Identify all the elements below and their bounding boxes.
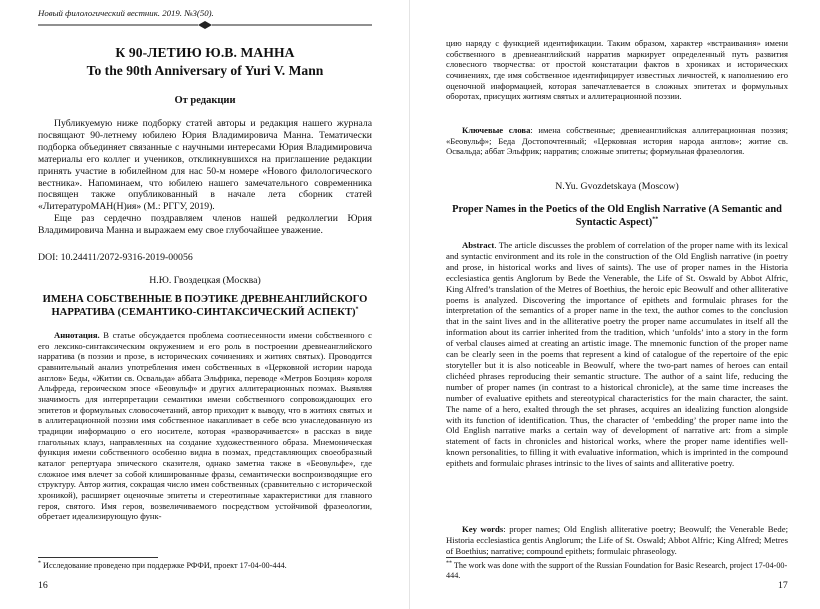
page-number-left: 16 — [38, 580, 48, 591]
footnote-marker: ** — [652, 216, 659, 223]
section-title-en: To the 90th Anniversary of Yuri V. Mann — [86, 63, 324, 78]
running-header: Новый филологический вестник. 2019. №3(50). — [38, 8, 214, 18]
article-title-en: Proper Names in the Poetics of the Old English Narrative (A Semantic and Syntactic Aspect)** — [452, 204, 782, 228]
footnote-rule — [38, 557, 158, 558]
abstract-text-ru: В статье обсуждается проблема соотнесенности имени собственного с его лексико-синтаксическим окружением и его роль в построении древнеанглийского нарратива (в поэзии и прозе, в исторических сочинениях и житиях святых). Проводится сравнительный анализ употребления имен собственных в «Церковной истории народа англов» Беды, «Житии св. Освальда» аббата Эльфрика, переводе «Метров Боэция» короля Альфреда, героическом эпосе «Беовульф» и других аллитерационных поэмах. Выявляя значимость для интерпретации семантики имени собственного сопровождающих его эпитетов и формульных словосочетаний, автор приходит к выводу, что в житиях святых и в аллитерационной поэзии имя собственное накапливает в себе всю унаследованную из традиции информацию о его носителе, которая «разворачивается» в рассказ в виде глагольных клауз, направленных на создание художественного образа. Мнемоническая функция имени собственного особенно видна в поэмах, представляющих своеобразный каталог репертуара эпического сказителя, однако заметна также в «Беовульфе», где сложное имя влечет за собой клишированные фразы, семантически воспроизводящие его структуру. Автор жития, сокращая число имен собственных (сравнительно с исторической хроникой), расширяет оценочные эпитеты и стереотипные характеристики для главного героя, святого. Имя героя, возвеличиваемого посредством устойчивой фразеологии, обретает идеализирующую функ- — [38, 330, 372, 522]
footnote-rule — [446, 557, 566, 558]
abstract-text-en: . The article discusses the problem of correlation of the proper name with its lexical and syntactic environment and its role in the construction of the Old English narrative (in poetry and prose, in historical works and lives of saints). The use of proper names in the Historia ecclesiastica gentis Anglorum by Bede the Venerable, the Life of St. Oswald by Abbot Alfric, King Alfred’s translation of the Metres of Boethius, the heroic epic Beowulf and other alliterative poems is analyzed. Discovering the importance of epithets and formulaic phrases for the interpretation of the semantics of a proper name in the text, the author comes to the conclusion that in the saint lives and in the alliterative poetry the proper name accumulates in itself all the information about its carrier inherited from the tradition, which ‘unfolds’ into a story in the form of verbal clauses aimed at creating an artistic image. The mnemonic function of the proper name can be clearly seen in the poems that represent a kind of catalogue of the repertoire of the epic storyteller but it is also noticeable in Beowulf, where the two-part names of heroes can entail clichéed phrases reproducing their semantic structure. The author of a saint life, reducing the number of proper names (in contrast to a historical chronicle), at the same time increases the number of evaluative epithets and stereotypical characteristics for the main character, the saint. The name of a hero, exalted through the set phrases, acquires an idealizing function alongside with its function of identification. Thus, the character of ‘embedding’ the proper name into the Old English narrative marks a certain way of development of narrative art: from a simple statement of facts in chronicles and historical works, where the proper name identifies well-known personalities, to filling it with evaluative information, which is imprinted in the compound epithets and formulaic phrases intrinsic to the lives of saints and alliterative poetry. — [446, 240, 788, 469]
footnote-en: ** The work was done with the support of the Russian Foundation for Basic Research, project 17-04-00-444. — [446, 560, 788, 580]
page-number-right: 17 — [778, 580, 788, 591]
section-title-ru: К 90-ЛЕТИЮ Ю.В. МАННА — [115, 45, 295, 60]
ornament-divider — [38, 21, 372, 29]
keywords-label-ru: Ключевые слова — [462, 125, 531, 135]
footnote-ru: * Исследование проведено при поддержке РФФИ, проект 17-04-00-444. — [38, 560, 287, 570]
article-author-ru: Н.Ю. Гвоздецкая (Москва) — [149, 275, 261, 286]
doi: DOI: 10.24411/2072-9316-2019-00056 — [38, 252, 193, 263]
keywords-label-en: Key words — [462, 524, 504, 534]
keywords-en: Key words: proper names; Old English alliterative poetry; Beowulf; the Venerable Bede; Historia ecclesiastica gentis Anglorum; the Life of St. Oswald; Abbot Alfric; King Alfred; Metres of Boethius; narrative; compound epithets; formulaic phraseology. — [446, 524, 788, 556]
abstract-en — [446, 240, 788, 469]
editorial-paragraph: Еще раз сердечно поздравляем членов нашей редколлегии Юрия Владимировича Манна и выражаем ему свое глубочайшее уважение. — [38, 213, 372, 237]
editorial-paragraph: Публикуемую ниже подборку статей авторы и редакция нашего журнала посвящают 90-летнему юбилею Юрия Владимировича Манна. Тематически подборка объединяет связанные с научными интересами Юрия Владимировича материалы его коллег и учеников, откликнувшихся на приглашение редакции принять участие в юбилейном для нас 50-м номере «Нового филологического вестника». Напоминаем, что юбилею нашего замечательного современника посвящен также опубликованный в начале лета сборник статей «ЛитературоМАН(Н)ия» (М.: РГГУ, 2019). — [38, 118, 372, 213]
footnote-marker: * — [38, 560, 41, 567]
editorial-heading: От редакции — [174, 95, 236, 106]
keywords-ru: Ключевые слова: имена собственные; древнеанглийская аллитерационная поэзия; «Беовульф»; Беда Достопочтенный; «Церковная история народа англов»; житие св. Освальда; аббат Эльфрик; нарратив; сложные эпитеты; формульная фразеология. — [446, 125, 788, 157]
abstract-label-ru: Аннотация. — [54, 330, 100, 340]
abstract-label-en: Abstract — [462, 240, 495, 250]
article-title-ru: ИМЕНА СОБСТВЕННЫЕ В ПОЭТИКЕ ДРЕВНЕАНГЛИЙСКОГО НАРРАТИВА (СЕМАНТИКО-СИНТАКСИЧЕСКИЙ АСПЕКТ)* — [42, 294, 368, 318]
abstract-continuation-ru: цию наряду с функцией идентификации. Таким образом, характер «встраивания» имени собственного в древнеанглийский нарратив маркирует определенный путь развития словесного творчества: от простой констатации фактов в хрониках и исторических сочинениях, где имя собственное идентифицирует известных личностей, к наполнению его оценочной информацией, которая запечатлевается в сложных эпитетах и формульных оборотах, присущих житиям святых и аллитерационной поэзии. — [446, 38, 788, 102]
footnote-marker: * — [355, 306, 359, 313]
article-author-en: N.Yu. Gvozdetskaya (Moscow) — [555, 181, 679, 192]
footnote-marker: ** — [446, 560, 452, 567]
abstract-ru — [38, 330, 372, 522]
editorial-text — [38, 118, 372, 237]
